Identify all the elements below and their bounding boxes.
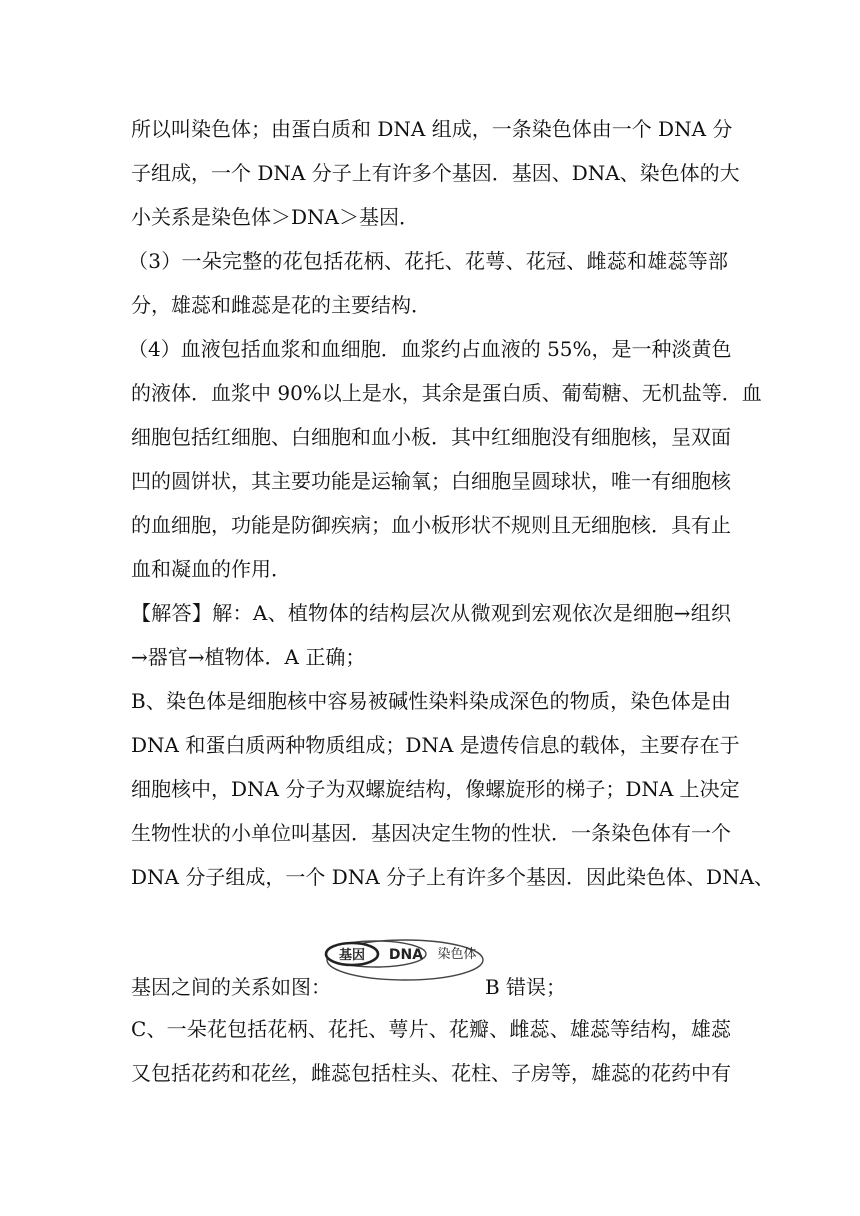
text-line: 所以叫染色体；由蛋白质和 DNA 组成，一条染色体由一个 DNA 分 xyxy=(131,117,733,141)
text-line: B、染色体是细胞核中容易被碱性染料染成深色的物质，染色体是由 xyxy=(131,689,731,713)
chromosome-dna-gene-diagram xyxy=(324,932,486,982)
text-line: DNA 分子组成，一个 DNA 分子上有许多个基因．因此染色体、DNA、 xyxy=(131,865,775,889)
answer-heading-line: 【解答】解：A、植物体的结构层次从微观到宏观依次是细胞→组织 xyxy=(131,601,731,625)
text-line: 凹的圆饼状，其主要功能是运输氧；白细胞呈圆球状，唯一有细胞核 xyxy=(131,469,731,493)
text-line: C、一朵花包括花柄、花托、萼片、花瓣、雌蕊、雄蕊等结构，雄蕊 xyxy=(131,1017,731,1041)
figure-line xyxy=(131,932,731,999)
text-line: （4）血液包括血浆和血细胞．血浆约占血液的 55%，是一种淡黄色 xyxy=(128,337,732,361)
text-line: 小关系是染色体＞DNA＞基因． xyxy=(131,205,419,229)
text-line: 生物性状的小单位叫基因．基因决定生物的性状．一条染色体有一个 xyxy=(131,821,731,845)
text-line: （3）一朵完整的花包括花柄、花托、花萼、花冠、雌蕊和雄蕊等部 xyxy=(128,249,728,273)
figure-caption-after: B 错误； xyxy=(485,975,567,999)
dna-label: DNA xyxy=(388,947,424,963)
text-line: 子组成，一个 DNA 分子上有许多个基因．基因、DNA、染色体的大 xyxy=(131,161,740,185)
text-line: →器官→植物体．A 正确； xyxy=(131,645,366,669)
gene-label: 基因 xyxy=(338,948,366,963)
text-line: 细胞包括红细胞、白细胞和血小板．其中红细胞没有细胞核，呈双面 xyxy=(131,425,731,449)
text-line: 的血细胞，功能是防御疾病；血小板形状不规则且无细胞核．具有止 xyxy=(131,513,731,537)
text-line: 的液体．血浆中 90%以上是水，其余是蛋白质、葡萄糖、无机盐等．血 xyxy=(131,381,762,405)
text-line: 细胞核中，DNA 分子为双螺旋结构，像螺旋形的梯子；DNA 上决定 xyxy=(131,777,740,801)
chromosome-label: 染色体 xyxy=(437,947,477,962)
figure-caption-before: 基因之间的关系如图： xyxy=(131,975,331,999)
text-line: 血和凝血的作用． xyxy=(131,557,291,581)
text-line: 分，雄蕊和雌蕊是花的主要结构． xyxy=(131,293,431,317)
text-line: DNA 和蛋白质两种物质组成；DNA 是遗传信息的载体，主要存在于 xyxy=(131,733,740,757)
text-line: 又包括花药和花丝，雌蕊包括柱头、花柱、子房等，雄蕊的花药中有 xyxy=(131,1061,731,1085)
